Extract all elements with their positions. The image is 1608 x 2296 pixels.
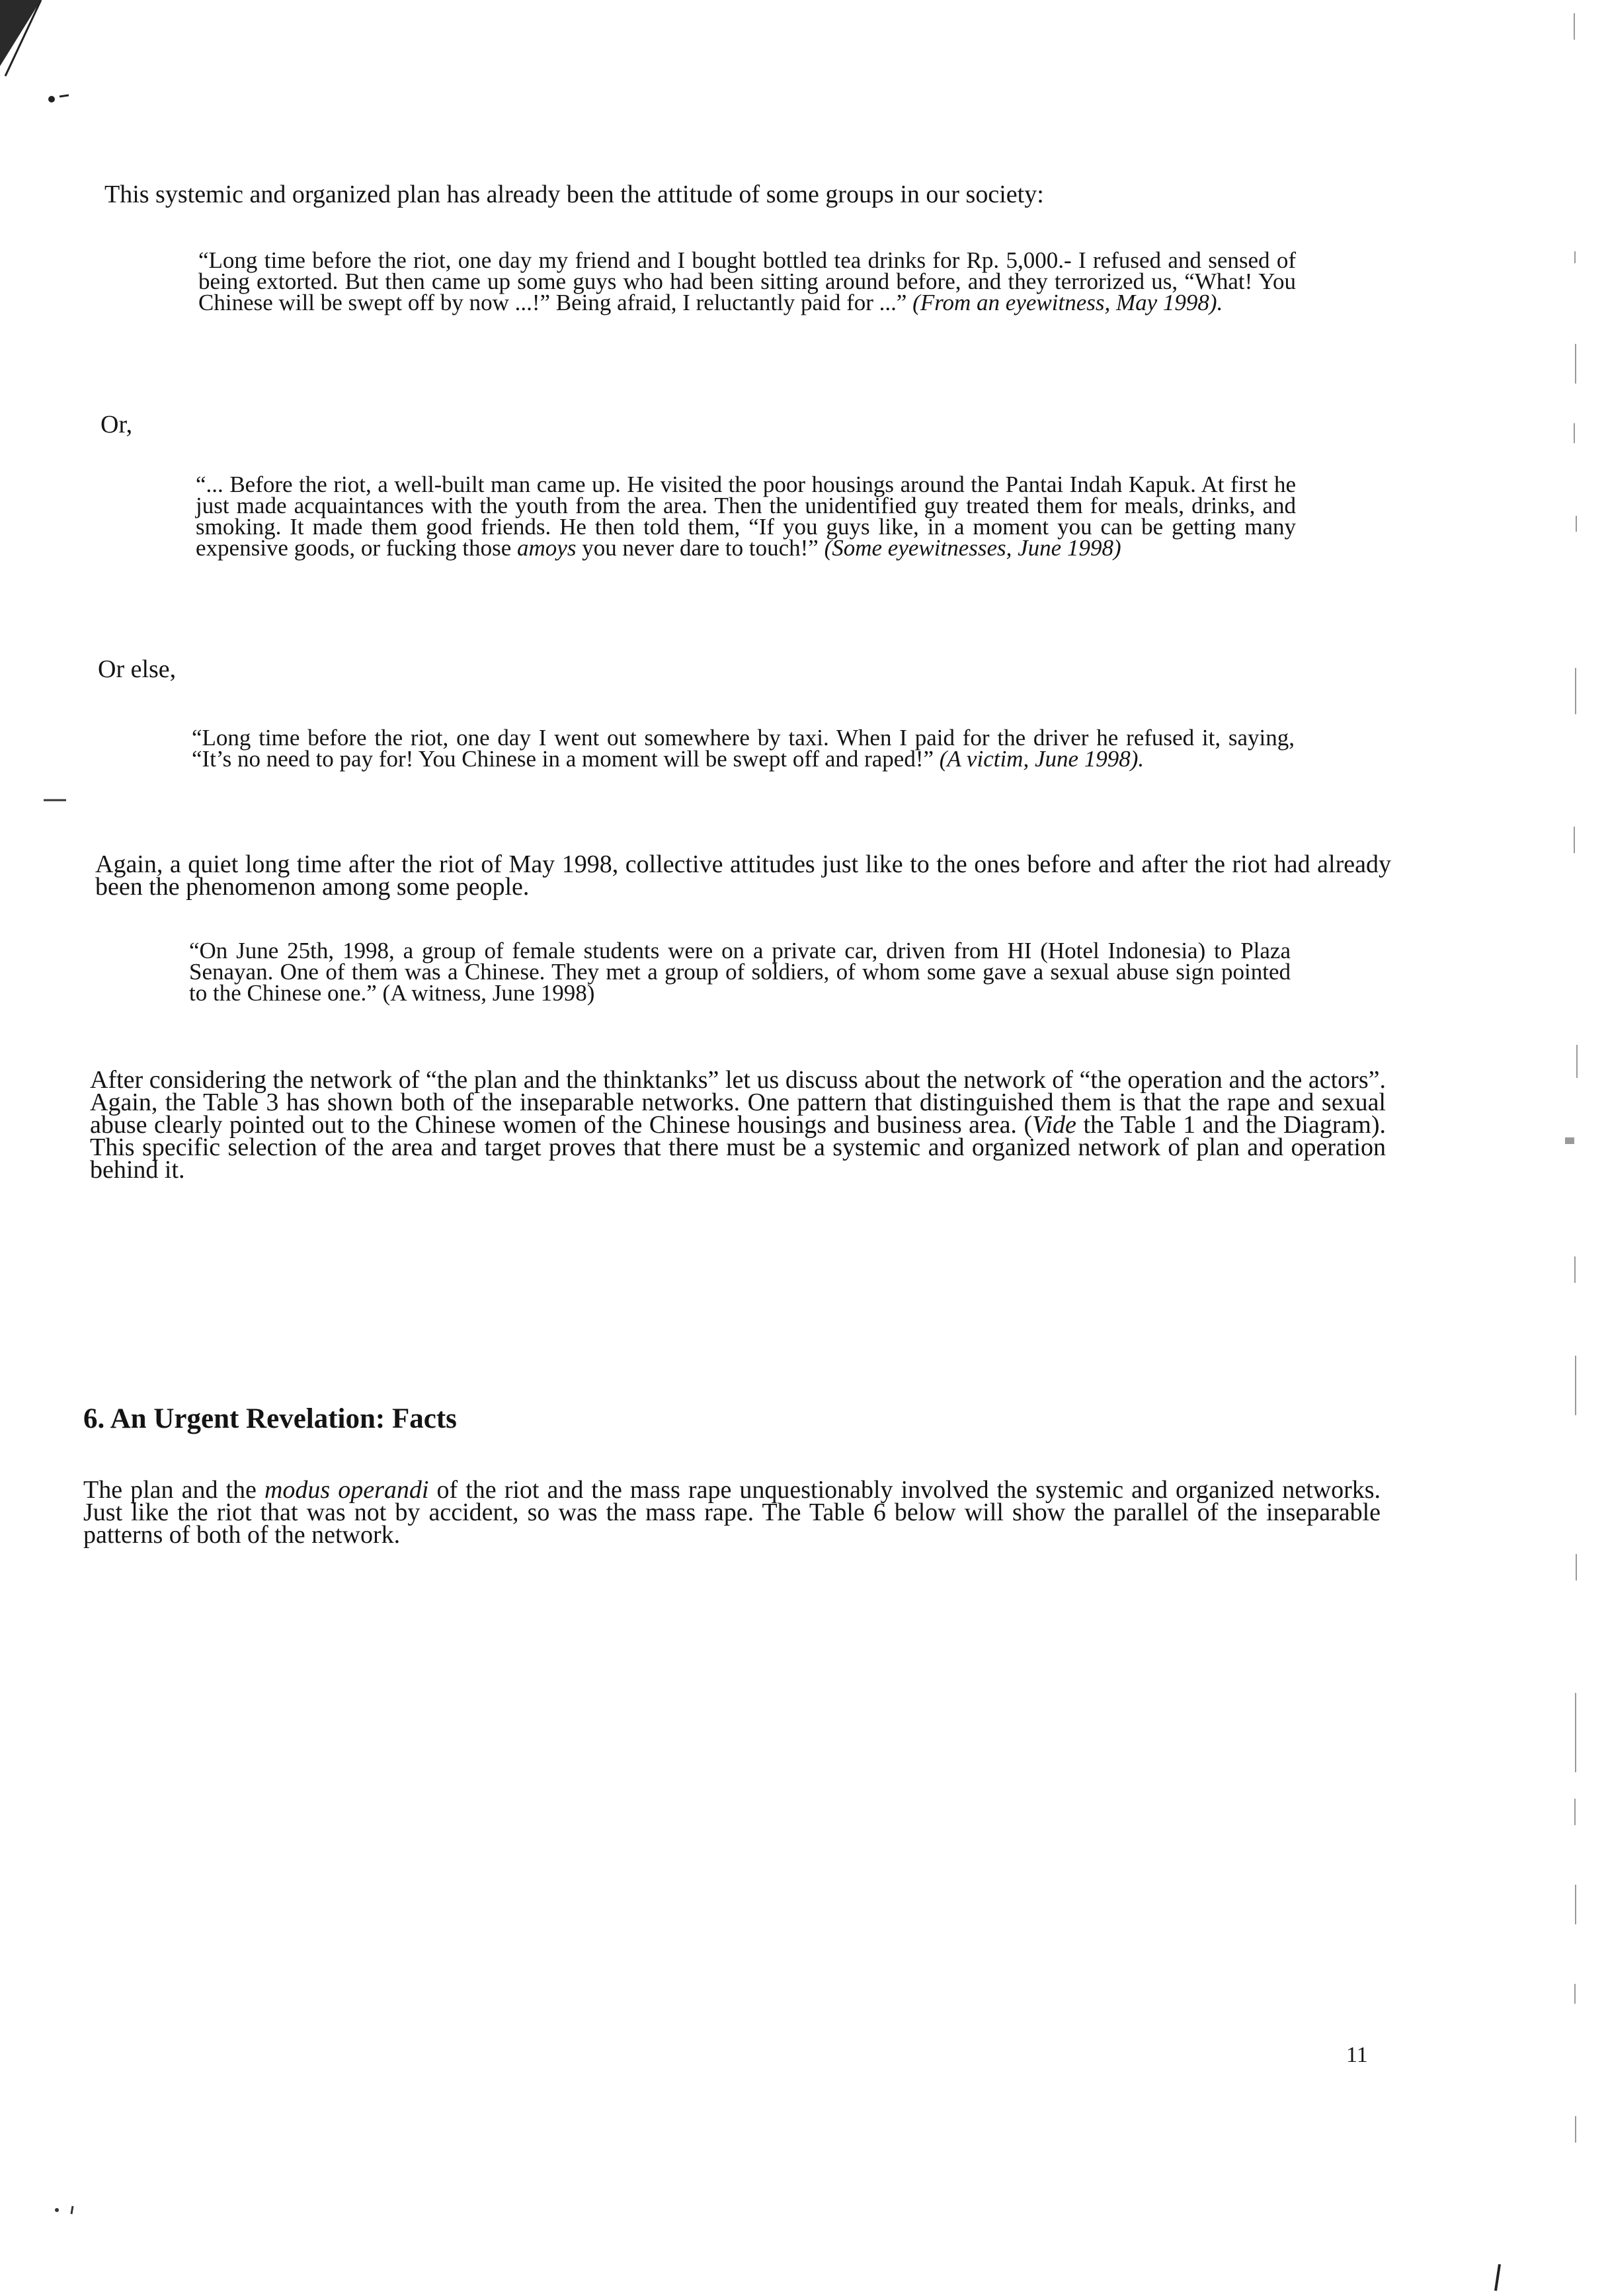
quote-text: “Long time before the riot, one day I went out somewhere by taxi. When I paid for the driver he refused it, saying, “It’s no need to pay for! You Chinese in a moment will be swept off and raped!” bbox=[192, 725, 1295, 772]
quote-citation: (From an eyewitness, May 1998). bbox=[912, 290, 1223, 315]
paragraph-modus-operandi bbox=[83, 1476, 1381, 1549]
quote-eyewitness-may bbox=[198, 247, 1296, 315]
quote-text-end: you never dare to touch!” bbox=[576, 535, 824, 561]
connector-or: Or, bbox=[100, 411, 133, 438]
quote-citation: (Some eyewitnesses, June 1998) bbox=[824, 535, 1121, 561]
scan-margin-dash bbox=[42, 797, 69, 803]
page-number: 11 bbox=[1346, 2043, 1368, 2067]
intro-paragraph: This systemic and organized plan has already been the attitude of some groups in our society: bbox=[104, 181, 1044, 208]
para-text: The plan and the bbox=[83, 1476, 264, 1504]
quote-citation: (A victim, June 1998). bbox=[939, 746, 1145, 772]
paragraph-again: Again, a quiet long time after the riot of May 1998, collective attitudes just like to the ones before and after the riot had already been the phenomenon among some people. bbox=[95, 850, 1391, 901]
scan-bottom-right-mark bbox=[1488, 2262, 1508, 2295]
scan-right-edge-noise bbox=[1562, 0, 1588, 2296]
paragraph-after-considering bbox=[90, 1066, 1386, 1184]
vide-term: Vide bbox=[1032, 1111, 1076, 1139]
section-heading: 6. An Urgent Revelation: Facts bbox=[83, 1403, 457, 1434]
connector-or-else: Or else, bbox=[98, 655, 177, 683]
quote-witness-june: “On June 25th, 1998, a group of female students were on a private car, driven from HI (Hotel Indonesia) to Plaza Senayan. One of them was a Chinese. They met a group of soldiers, of whom some gave a sexual abuse sign pointed to the Chinese one.” (A witness, June 1998) bbox=[189, 938, 1291, 1006]
quote-term-amoys: amoys bbox=[517, 535, 577, 561]
modus-operandi-term: modus operandi bbox=[264, 1476, 429, 1504]
scan-corner-mark bbox=[0, 0, 79, 112]
para-text-end: the Table 1 and the Diagram). This specific selection of the area and target proves that there must be a systemic and organized network of plan and operation behind it. bbox=[90, 1111, 1386, 1184]
para-text-end: of the riot and the mass rape unquestionably involved the systemic and organized networks. Just like the riot that was not by accident, so was the mass rape. The Table 6 below will show the parallel of the inseparable patterns of both of the network. bbox=[83, 1476, 1381, 1549]
quote-eyewitnesses-june bbox=[196, 474, 1296, 559]
quote-victim-june bbox=[192, 727, 1295, 770]
quote-text: “Long time before the riot, one day my friend and I bought bottled tea drinks for Rp. 5,000.- I refused and sensed of being extorted. But then came up some guys who had been sitting around before, and they terrorized us, “What! You Chinese will be swept off by now ...!” Being afraid, I reluctantly paid for ...” bbox=[198, 247, 1296, 315]
quote-text: “... Before the riot, a well-built man came up. He visited the poor housings around the Pantai Indah Kapuk. At first he just made acquaintances with the youth from the area. Then the unidentified guy treated them for meals, drinks, and smoking. It made them good friends. He then told them, “If you guys like, in a moment you can be getting many expensive goods, or fucking those bbox=[196, 472, 1296, 561]
scan-bottom-left-marks bbox=[53, 2202, 79, 2215]
para-text: After considering the network of “the plan and the thinktanks” let us discuss about the network of “the operation and the actors”. Again, the Table 3 has shown both of the inseparable networks. One pattern that distinguished them is that the rape and sexual abuse clearly pointed out to the Chinese women of the Chinese housings and business area. ( bbox=[90, 1066, 1386, 1139]
